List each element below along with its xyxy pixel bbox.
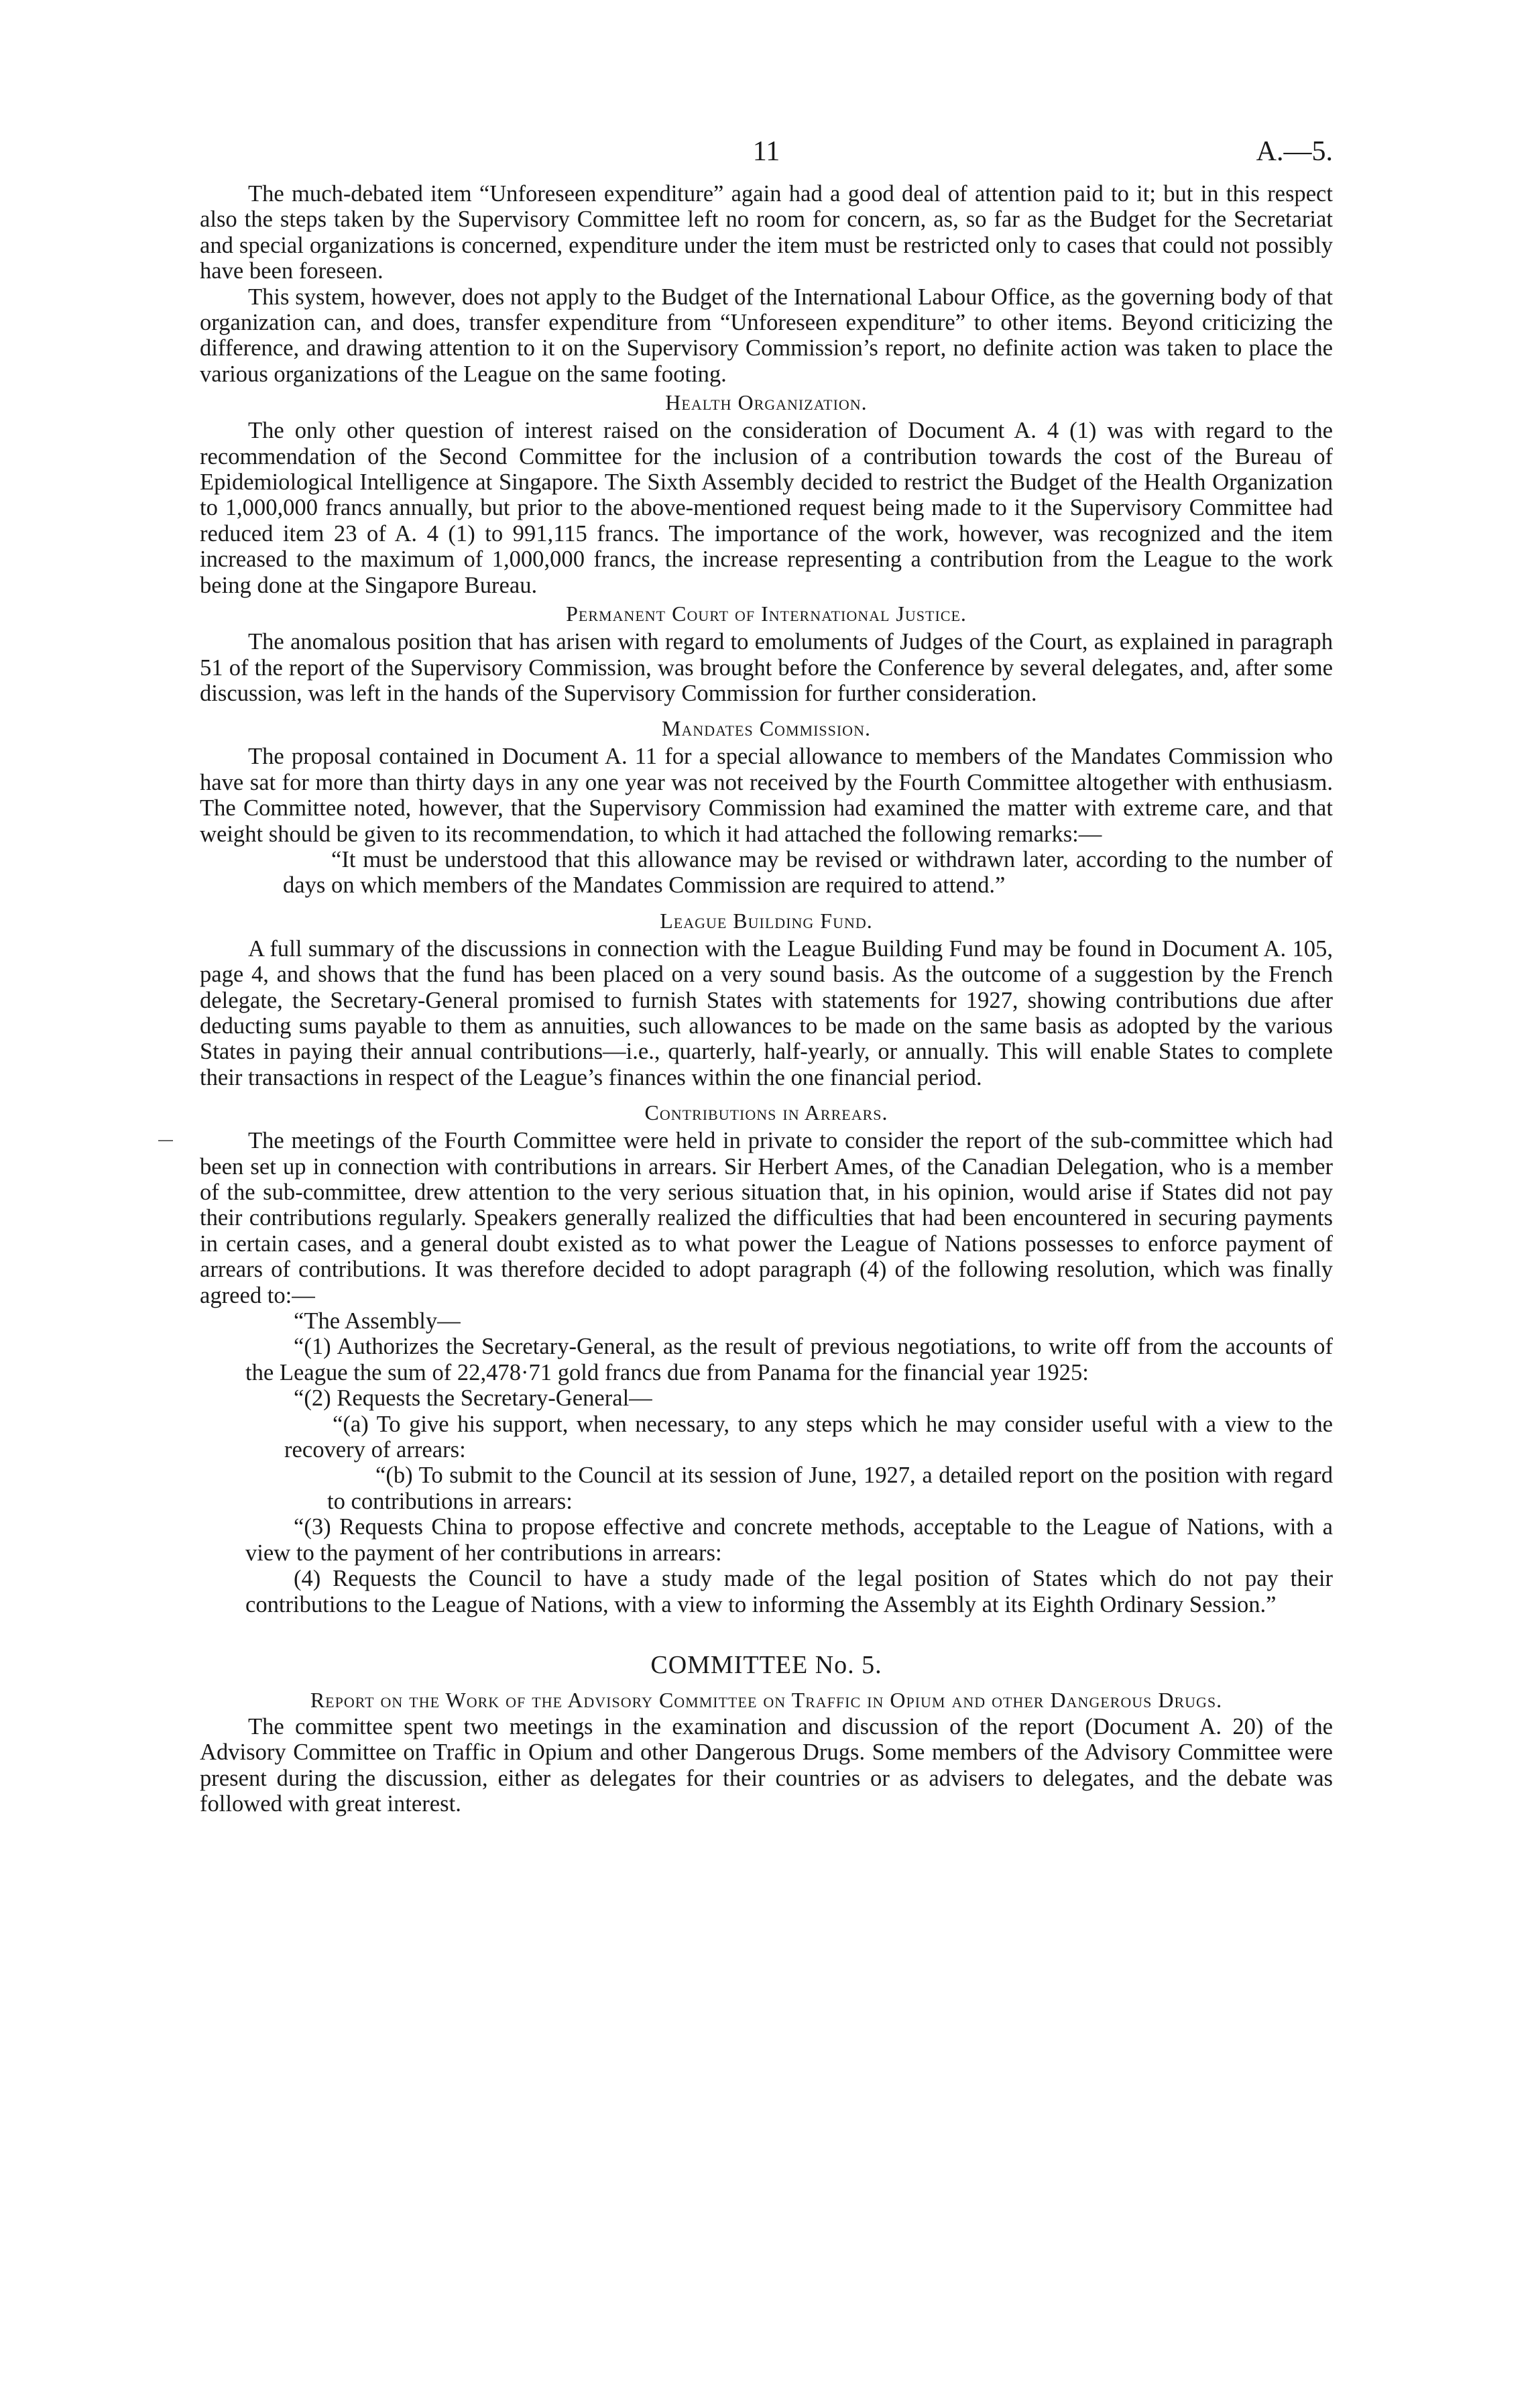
resolution-item-2b: “(b) To submit to the Council at its session of June, 1927, a detailed report on the position with regard to contributions in arrears: [327, 1463, 1333, 1514]
mandates-quote: “It must be understood that this allowance may be revised or withdrawn later, according to the number of days on which members of the Mandates Commission are required to attend.” [283, 846, 1333, 899]
intro-paragraph-1: The much-debated item “Unforeseen expenditure” again had a good deal of attention paid to it; but in this respect also the steps taken by the Supervisory Committee left no room for concern, as, so far as the Budget for the Secretariat and special organizations is concerned, expenditure under the item must be restricted only to cases that could not possibly have been foreseen. [200, 181, 1333, 284]
heading-committee-5: COMMITTEE No. 5. [650, 1650, 882, 1679]
subheading-opium-report: Report on the Work of the Advisory Committee on Traffic in Opium and other Dangerous Drugs. [310, 1687, 1223, 1712]
document-reference: A.—5. [1256, 136, 1333, 167]
committee5-paragraph: The committee spent two meetings in the examination and discussion of the report (Document A. 20) of the Advisory Committee on Traffic in Opium and other Dangerous Drugs. Some members of the Advisory Committee were present during the discussion, either as delegates for their countries or as advisers to delegates, and the debate was followed with great interest. [200, 1713, 1333, 1817]
court-paragraph: The anomalous position that has arisen with regard to emoluments of Judges of the Court, as explained in paragraph 51 of the report of the Supervisory Commission, was brought before the Conference by several delegates, and, after some discussion, was left in the hands of the Supervisory Commission for further consideration. [200, 629, 1333, 706]
heading-mandates-commission: Mandates Commission. [662, 716, 871, 741]
resolution-item-1: “(1) Authorizes the Secretary-General, as the result of previous negotiations, to write off from the accounts of the League the sum of 22,478·71 gold francs due from Panama for the financial year 1925: [245, 1334, 1333, 1385]
page-number: 11 [752, 136, 780, 167]
heading-permanent-court: Permanent Court of International Justice. [566, 601, 967, 626]
heading-league-building-fund: League Building Fund. [660, 908, 873, 933]
page-header [200, 134, 1333, 181]
document-page [200, 134, 1333, 1817]
arrears-paragraph: The meetings of the Fourth Committee were held in private to consider the report of the sub-committee which had been set up in connection with contributions in arrears. Sir Herbert Ames, of the Canadian Delegation, who is a member of the sub-committee, drew attention to the very serious situation that, in his opinion, would arise if States did not pay their contributions regularly. Speakers generally realized the difficulties that had been encountered in securing payments in certain cases, and a general doubt existed as to what power the League of Nations possesses to enforce payment of arrears of contributions. It was therefore decided to adopt paragraph (4) of the following resolution, which was finally agreed to:— [200, 1128, 1333, 1308]
intro-paragraph-2: This system, however, does not apply to the Budget of the International Labour Office, as the governing body of that organization can, and does, transfer expenditure from “Unforeseen expenditure” to other items. Beyond criticizing the difference, and drawing attention to it on the Supervisory Commission’s report, no definite action was taken to place the various organizations of the League on the same footing. [200, 284, 1333, 387]
resolution-item-2a: “(a) To give his support, when necessary, to any steps which he may consider useful with a view to the recovery of arrears: [284, 1411, 1333, 1463]
mandates-paragraph: The proposal contained in Document A. 11 for a special allowance to members of the Mandates Commission who have sat for more than thirty days in any one year was not received by the Fourth Committee altogether with enthusiasm. The Committee noted, however, that the Supervisory Commission had examined the matter with extreme care, and that weight should be given to its recommendation, to which it had attached the following remarks:— [200, 744, 1333, 847]
resolution-item-3: “(3) Requests China to propose effective and concrete methods, acceptable to the League of Nations, with a view to the payment of her contributions in arrears: [245, 1514, 1333, 1566]
health-paragraph: The only other question of interest raised on the consideration of Document A. 4 (1) was with regard to the recommendation of the Second Committee for the inclusion of a contribution towards the cost of the Bureau of Epidemiological Intelligence at Singapore. The Sixth Assembly decided to restrict the Budget of the Health Organization to 1,000,000 francs annually, but prior to the above-mentioned request being made to it the Supervisory Committee had reduced item 23 of A. 4 (1) to 991,115 francs. The importance of the work, however, was recognized and the item increased to the maximum of 1,000,000 francs, the increase representing a contribution from the League to the work being done at the Singapore Bureau. [200, 418, 1333, 598]
arrears-block [200, 1128, 1333, 1308]
heading-health-organization: Health Organization. [665, 390, 868, 415]
margin-dash [158, 1140, 173, 1141]
heading-contributions-in-arrears: Contributions in Arrears. [644, 1100, 888, 1125]
resolution-item-4: (4) Requests the Council to have a study made of the legal position of States which do not pay their contributions to the League of Nations, with a view to informing the Assembly at its Eighth Ordinary Session.” [245, 1566, 1333, 1617]
resolution-intro: “The Assembly— [294, 1308, 461, 1334]
resolution-item-2: “(2) Requests the Secretary-General— [294, 1385, 652, 1412]
building-paragraph: A full summary of the discussions in connection with the League Building Fund may be found in Document A. 105, page 4, and shows that the fund has been placed on a very sound basis. As the outcome of a suggestion by the French delegate, the Secretary-General promised to furnish States with statements for 1927, showing contributions due after deducting sums payable to them as annuities, such allowances to be made on the same basis as adopted by the various States in paying their annual contributions—i.e., quarterly, half-yearly, or annually. This will enable States to complete their transactions in respect of the League’s finances within the one financial period. [200, 935, 1333, 1090]
